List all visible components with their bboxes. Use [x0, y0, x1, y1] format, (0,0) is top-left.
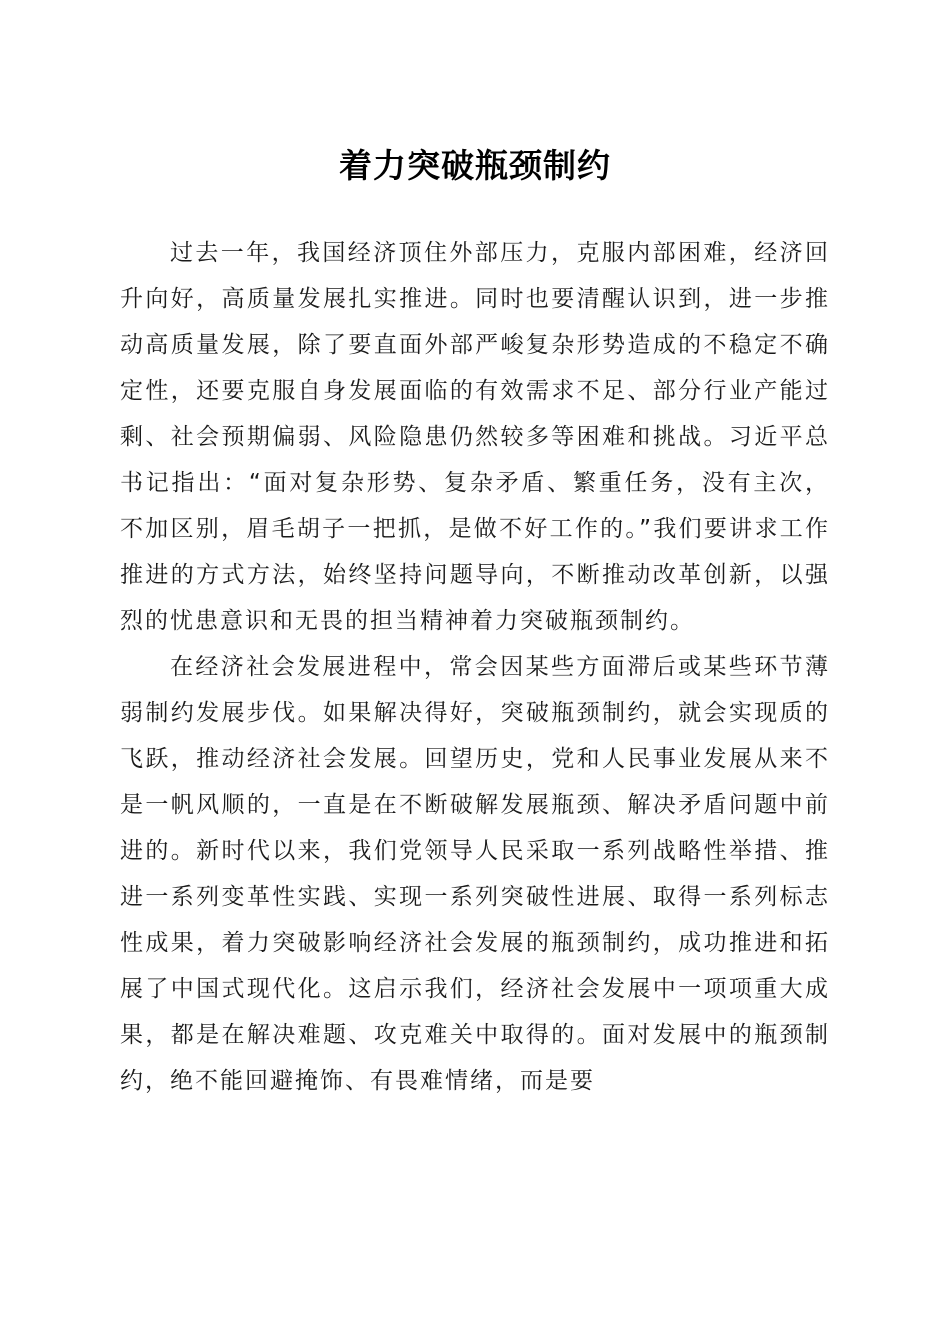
paragraph-1: 过去一年，我国经济顶住外部压力，克服内部困难，经济回升向好，高质量发展扎实推进。同时也要清醒认识到，进一步推动高质量发展，除了要直面外部严峻复杂形势造成的不稳定不确定性，还要克服自身发展面临的有效需求不足、部分行业产能过剩、社会预期偏弱、风险隐患仍然较多等困难和挑战。习近平总书记指出：“面对复杂形势、复杂矛盾、繁重任务，没有主次，不加区别，眉毛胡子一把抓，是做不好工作的。”我们要讲求工作推进的方式方法，始终坚持问题导向，不断推动改革创新，以强烈的忧患意识和无畏的担当精神着力突破瓶颈制约。 [120, 240, 830, 634]
article-body [120, 230, 830, 1104]
page-title: 着力突破瓶颈制约 [339, 146, 611, 185]
paragraph-2: 在经济社会发展进程中，常会因某些方面滞后或某些环节薄弱制约发展步伐。如果解决得好，突破瓶颈制约，就会实现质的飞跃，推动经济社会发展。回望历史，党和人民事业发展从来不是一帆风顺的，一直是在不断破解发展瓶颈、解决矛盾问题中前进的。新时代以来，我们党领导人民采取一系列战略性举措、推进一系列变革性实践、实现一系列突破性进展、取得一系列标志性成果，着力突破影响经济社会发展的瓶颈制约，成功推进和拓展了中国式现代化。这启示我们，经济社会发展中一项项重大成果，都是在解决难题、攻克难关中取得的。面对发展中的瓶颈制约，绝不能回避掩饰、有畏难情绪，而是要 [120, 654, 830, 1094]
